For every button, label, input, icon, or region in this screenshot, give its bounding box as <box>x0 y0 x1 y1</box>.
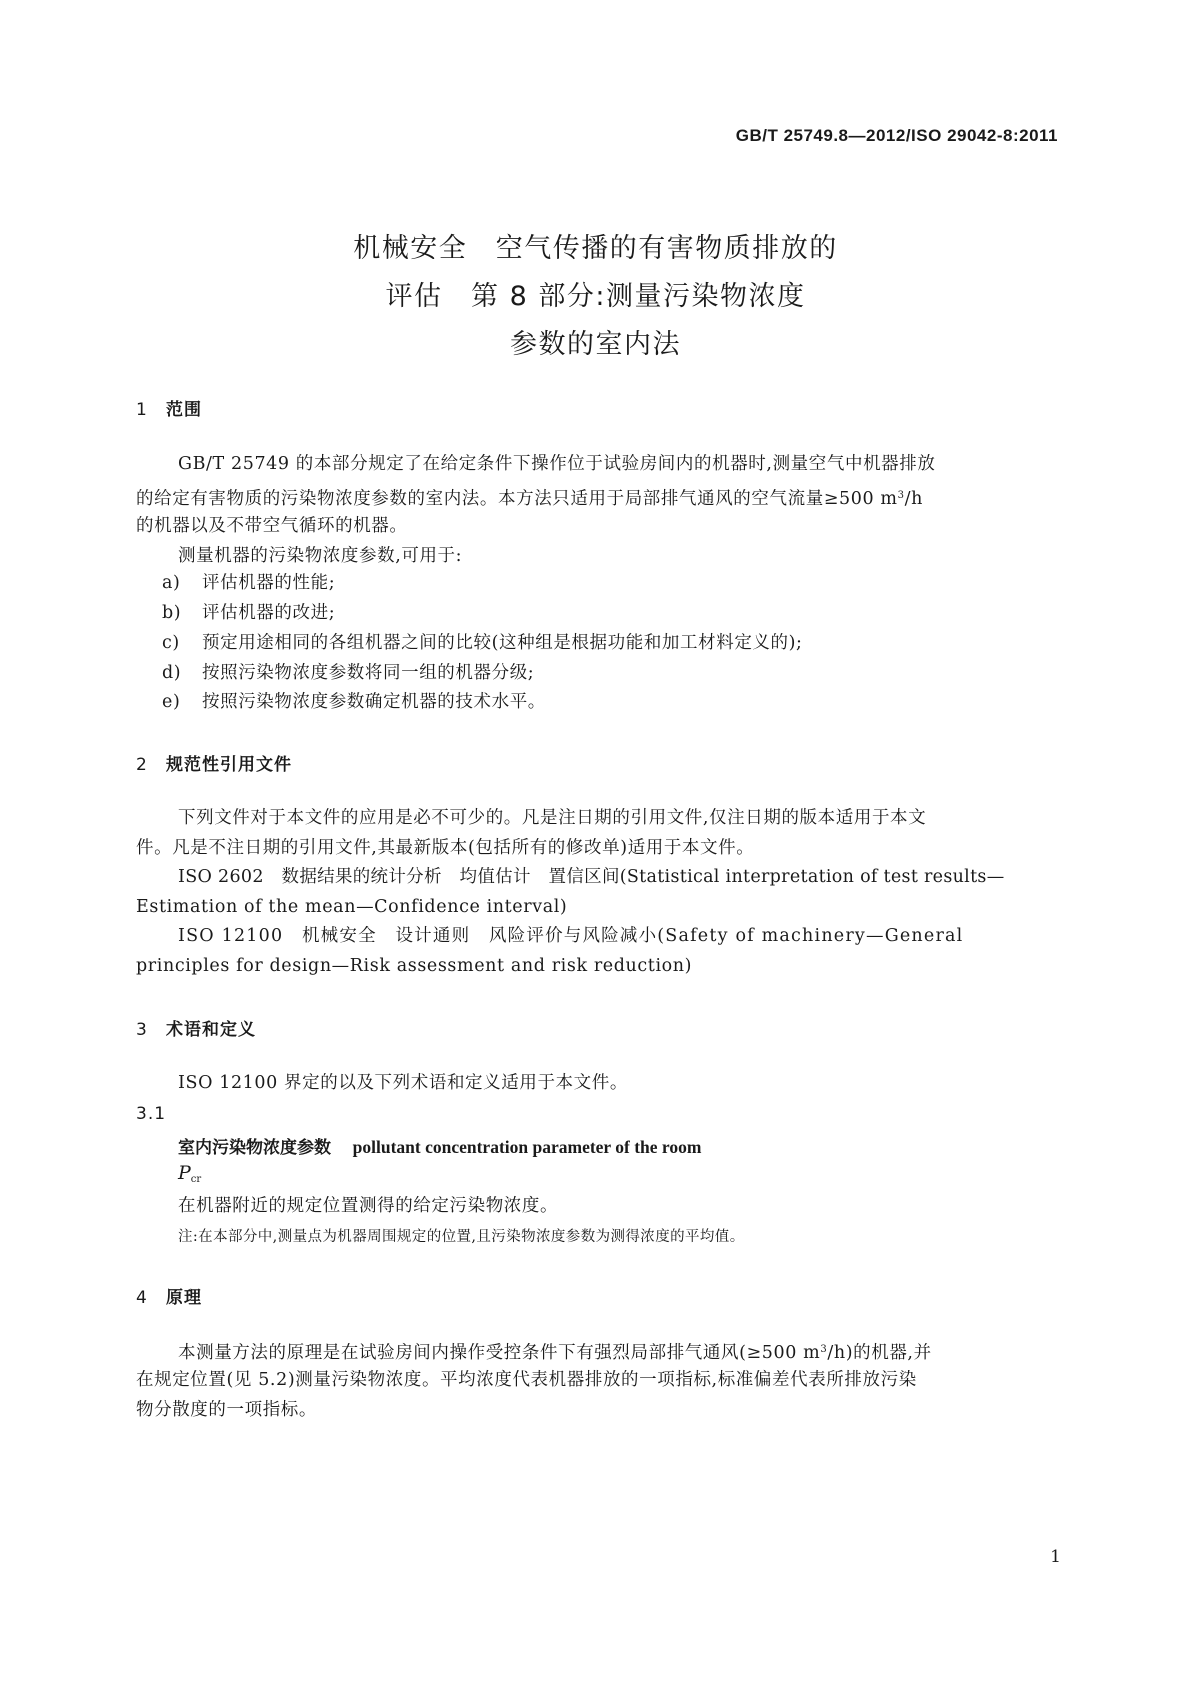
section-2-para-line: 件。凡是不注日期的引用文件,其最新版本(包括所有的修改单)适用于本文件。 <box>136 838 755 858</box>
section-1-para-line: GB/T 25749 的本部分规定了在给定条件下操作位于试验房间内的机器时,测量空气中机器排放 <box>178 454 936 474</box>
page-number: 1 <box>1050 1547 1061 1567</box>
section-3-heading: 3 术语和定义 <box>136 1020 256 1040</box>
title-line-1: 机械安全 空气传播的有害物质排放的 <box>353 233 838 264</box>
term-number: 3.1 <box>136 1104 167 1124</box>
section-title: 范围 <box>166 400 202 420</box>
title-line-3: 参数的室内法 <box>510 329 681 360</box>
document-title <box>0 225 1191 369</box>
section-1-para-line: 的机器以及不带空气循环的机器。 <box>136 516 408 536</box>
section-2-heading: 2 规范性引用文件 <box>136 755 292 775</box>
term-english: pollutant concentration parameter of the room <box>352 1137 702 1157</box>
section-4-para-line: 本测量方法的原理是在试验房间内操作受控条件下有强烈局部排气通风(≥500 $m^3/h$)的机器,并 <box>178 1343 932 1363</box>
reference-iso-2602: ISO 2602 数据结果的统计分析 均值估计 置信区间(Statistical interpretation of test results— <box>178 867 1005 887</box>
section-2-para-line: 下列文件对于本文件的应用是必不可少的。凡是注日期的引用文件,仅注日期的版本适用于本文 <box>178 808 927 828</box>
reference-iso-12100-cont: principles for design—Risk assessment and risk reduction) <box>136 956 693 976</box>
list-item: c) 预定用途相同的各组机器之间的比较(这种组是根据功能和加工材料定义的); <box>162 633 803 653</box>
standard-code: GB/T 25749.8—2012/ISO 29042-8:2011 <box>735 126 1058 145</box>
section-1-usage-lead: 测量机器的污染物浓度参数,可用于: <box>178 546 463 566</box>
section-3-intro: ISO 12100 界定的以及下列术语和定义适用于本文件。 <box>178 1073 628 1093</box>
list-item: a) 评估机器的性能; <box>162 573 336 593</box>
title-line-2: 评估 第 8 部分:测量污染物浓度 <box>385 281 806 312</box>
term-symbol: $P_{cr}$ <box>178 1162 202 1185</box>
term-note: 注:在本部分中,测量点为机器周围规定的位置,且污染物浓度参数为测得浓度的平均值。 <box>178 1229 745 1245</box>
list-item: d) 按照污染物浓度参数将同一组的机器分级; <box>162 663 535 683</box>
list-item: e) 按照污染物浓度参数确定机器的技术水平。 <box>162 692 546 712</box>
term-chinese: 室内污染物浓度参数 <box>178 1138 331 1158</box>
section-number: 1 <box>136 400 148 420</box>
term-heading <box>178 1133 701 1158</box>
section-4-para-line: 在规定位置(见 5.2)测量污染物浓度。平均浓度代表机器排放的一项指标,标准偏差代表所排放污染 <box>136 1370 917 1390</box>
section-4-heading: 4 原理 <box>136 1288 202 1308</box>
reference-iso-2602-cont: Estimation of the mean—Confidence interval) <box>136 897 568 917</box>
section-1-heading <box>136 395 202 420</box>
list-item: b) 评估机器的改进; <box>162 603 336 623</box>
term-definition: 在机器附近的规定位置测得的给定污染物浓度。 <box>178 1196 559 1216</box>
section-1-para-line: 的给定有害物质的污染物浓度参数的室内法。本方法只适用于局部排气通风的空气流量≥500 $m^3/h$ <box>136 489 923 509</box>
reference-iso-12100: ISO 12100 机械安全 设计通则 风险评价与风险减小(Safety of machinery—General <box>178 926 964 946</box>
section-4-para-line: 物分散度的一项指标。 <box>136 1400 317 1420</box>
